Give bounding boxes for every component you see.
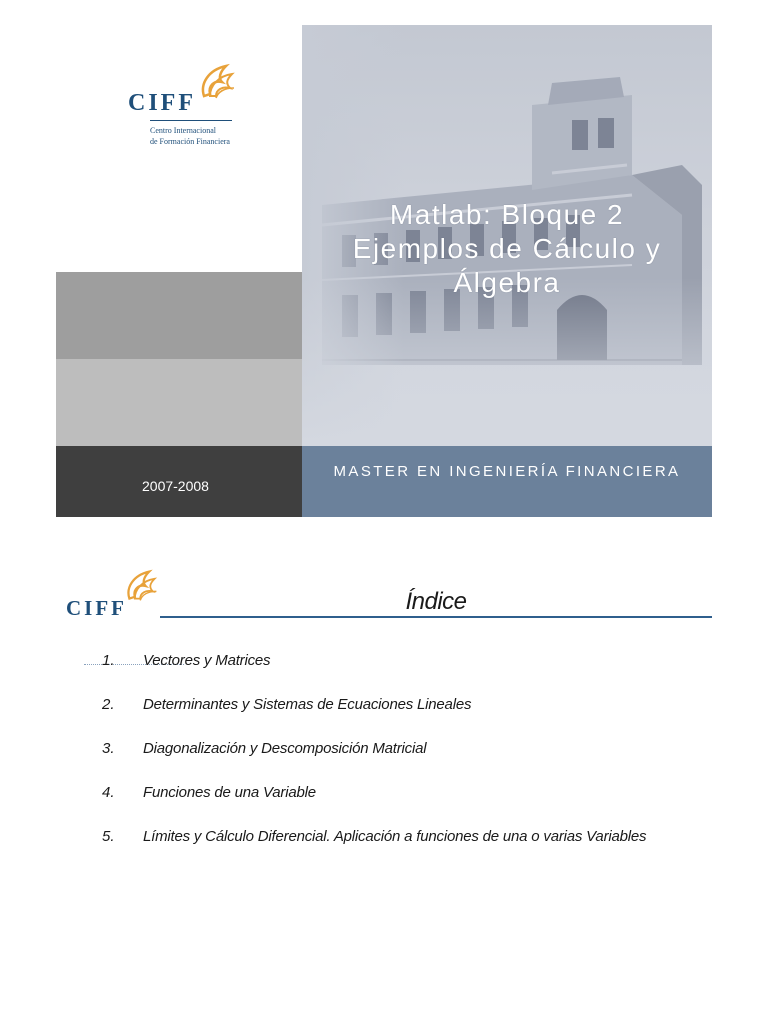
item-number: 1. [102, 652, 115, 669]
logo-subtitle-line2: de Formación Financiera [150, 137, 230, 146]
index-heading: Índice [405, 588, 467, 615]
cover-title-line1: Matlab: Bloque 2 [389, 199, 625, 230]
grey-band-upper [56, 272, 302, 359]
item-label: Determinantes y Sistemas de Ecuaciones Lineales [143, 696, 472, 713]
list-item [0, 652, 768, 674]
list-item [0, 828, 768, 850]
year-box [56, 446, 302, 517]
list-item [0, 696, 768, 718]
flame-leaf-icon [124, 568, 160, 604]
logo-wordmark: CIFF [66, 596, 127, 620]
cover-title [302, 198, 712, 300]
academic-year: 2007-2008 [142, 478, 209, 494]
logo-subtitle [150, 125, 260, 147]
cover-title-line2: Ejemplos de Cálculo y [352, 233, 662, 264]
index-slide [0, 540, 768, 1024]
item-number: 5. [102, 828, 115, 845]
program-name: MASTER EN INGENIERÍA FINANCIERA [333, 463, 681, 480]
list-item [0, 740, 768, 762]
item-number: 3. [102, 740, 115, 757]
heading-underline [160, 616, 712, 618]
item-number: 2. [102, 696, 115, 713]
list-item [0, 784, 768, 806]
item-label: Diagonalización y Descomposición Matricial [143, 740, 427, 757]
item-label: Funciones de una Variable [143, 784, 316, 801]
program-box [302, 446, 712, 517]
flame-leaf-icon [198, 62, 238, 102]
item-number: 4. [102, 784, 115, 801]
item-label: Vectores y Matrices [143, 652, 271, 669]
cover-title-line3: Álgebra [453, 267, 561, 298]
grey-band-lower [56, 359, 302, 446]
logo-wordmark: CIFF [128, 90, 196, 116]
logo-subtitle-line1: Centro Internacional [150, 126, 216, 135]
item-label: Límites y Cálculo Diferencial. Aplicación a funciones de una o varias Variables [143, 828, 647, 845]
logo-divider [150, 120, 232, 121]
